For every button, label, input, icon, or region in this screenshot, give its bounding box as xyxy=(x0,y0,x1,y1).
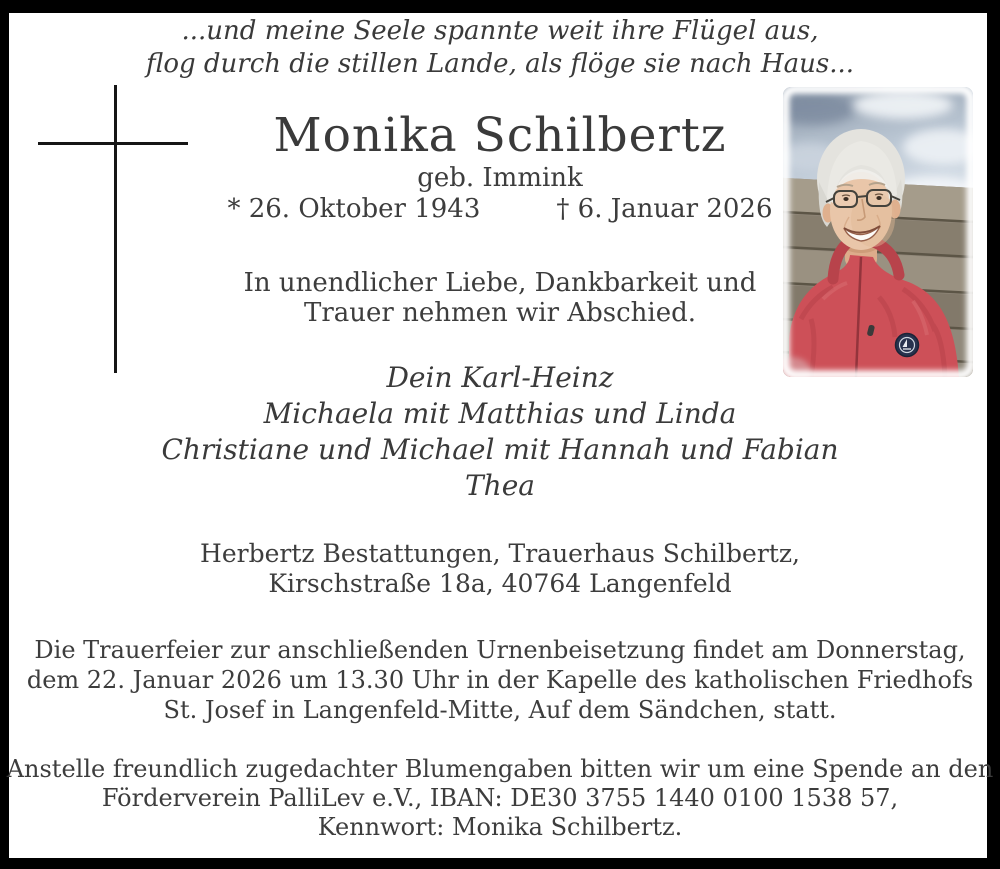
service-line-1: Die Trauerfeier zur anschließenden Urnenbeisetzung findet am Donnerstag, xyxy=(34,636,966,664)
donation-request xyxy=(0,755,1000,842)
mourner-line: Thea xyxy=(465,469,535,502)
service-announcement xyxy=(0,635,1000,725)
birth-date: * 26. Oktober 1943 xyxy=(227,194,481,224)
deceased-name: Monika Schilbertz xyxy=(273,108,727,163)
mourner-line: Michaela mit Matthias und Linda xyxy=(263,397,737,430)
donation-line-1: Anstelle freundlich zugedachter Blumengaben bitten wir um eine Spende an den xyxy=(6,755,994,783)
mourner-line: Christiane und Michael mit Hannah und Fabian xyxy=(161,433,839,466)
donation-line-3: Kennwort: Monika Schilbertz. xyxy=(317,813,683,841)
donation-line-2: Förderverein PalliLev e.V., IBAN: DE30 3755 1440 0100 1538 57, xyxy=(101,784,899,812)
farewell-line-2: Trauer nehmen wir Abschied. xyxy=(304,298,696,328)
portrait-photo-graphic xyxy=(783,87,973,377)
service-line-2: dem 22. Januar 2026 um 13.30 Uhr in der Kapelle des katholischen Friedhofs xyxy=(26,666,974,694)
mourner-line: Dein Karl-Heinz xyxy=(386,361,614,394)
memorial-verse xyxy=(0,15,1000,81)
verse-line-1: ...und meine Seele spannte weit ihre Flügel aus, xyxy=(181,16,819,46)
scan-border-top xyxy=(0,0,1000,13)
verse-line-2: flog durch die stillen Lande, als flöge sie nach Haus... xyxy=(145,49,854,79)
funeral-home-line-2: Kirschstraße 18a, 40764 Langenfeld xyxy=(268,569,732,598)
farewell-line-1: In unendlicher Liebe, Dankbarkeit und xyxy=(243,268,757,298)
maiden-name: geb. Immink xyxy=(417,163,583,193)
death-date: † 6. Januar 2026 xyxy=(556,194,773,224)
service-line-3: St. Josef in Langenfeld-Mitte, Auf dem Sändchen, statt. xyxy=(163,696,837,724)
scan-border-bottom xyxy=(0,858,1000,869)
portrait-photo xyxy=(783,87,973,377)
mourners-list xyxy=(0,360,1000,504)
funeral-home-info xyxy=(0,539,1000,599)
funeral-home-line-1: Herbertz Bestattungen, Trauerhaus Schilbertz, xyxy=(200,539,800,568)
